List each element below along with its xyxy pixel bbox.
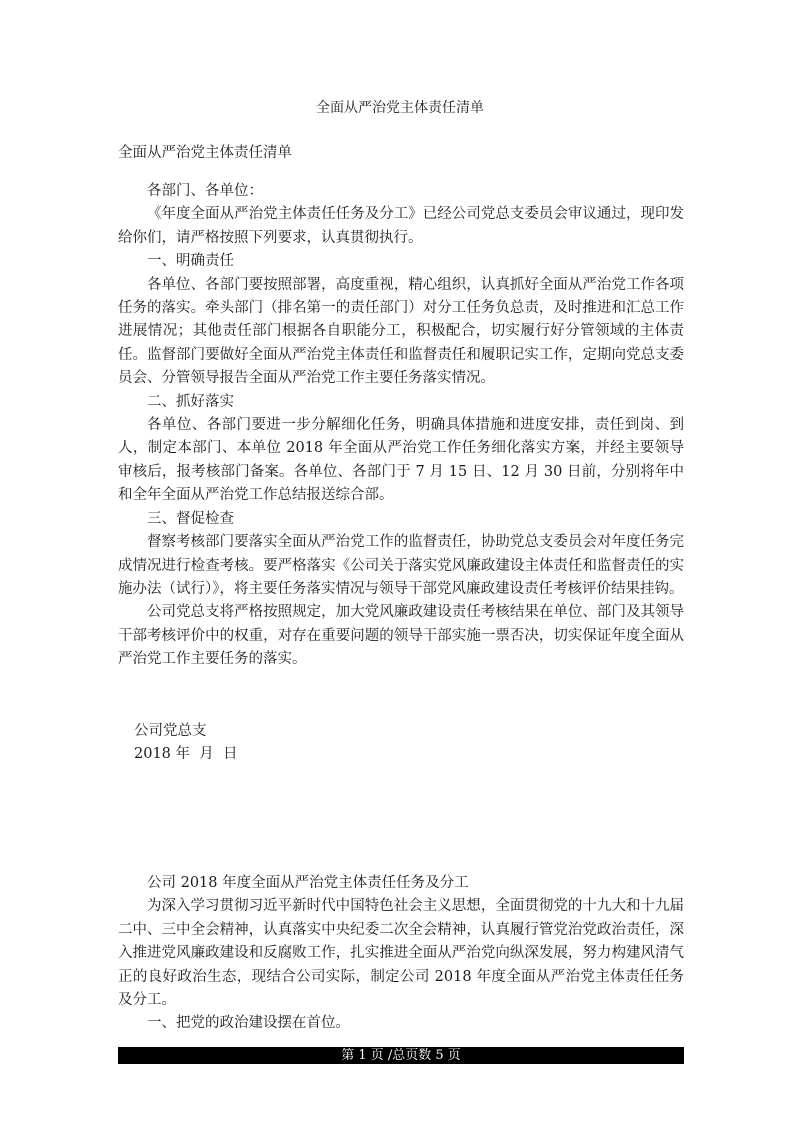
page-title: 全面从严治党主体责任清单 xyxy=(316,100,484,116)
section-heading-responsibility: 一、明确责任 xyxy=(147,253,234,270)
document-subtitle: 全面从严治党主体责任清单 xyxy=(118,145,292,161)
section-heading-inspection: 三、督促检查 xyxy=(147,510,234,527)
signature-date: 2018 年 月 日 xyxy=(134,746,238,763)
notice-intro-paragraph: 《年度全面从严治党主体责任任务及分工》已经公司党总支委员会审议通过，现印发给你们，请严格按照下列要求，认真贯彻执行。 xyxy=(118,206,684,246)
notice-body xyxy=(118,180,684,672)
annex-body xyxy=(118,872,684,1036)
signature-block xyxy=(134,720,237,767)
annex-intro-paragraph: 为深入学习贯彻习近平新时代中国特色社会主义思想，全面贯彻党的十九大和十九届二中、三中全会精神，认真落实中央纪委二次全会精神，认真履行管党治党政治责任，深入推进党风廉政建设和反腐败工作，扎实推进全面从严治党向纵深发展，努力构建风清气正的良好政治生态，现结合公司实际，制定公司 2018 年度全面从严治党主体责任任务及分工。 xyxy=(118,898,684,1009)
salutation: 各部门、各单位： xyxy=(147,183,263,199)
section-heading-implementation: 二、抓好落实 xyxy=(147,393,234,410)
responsibility-paragraph: 各单位、各部门要按照部署，高度重视，精心组织，认真抓好全面从严治党工作各项任务的落实。牵头部门（排名第一的责任部门）对分工任务负总责，及时推进和汇总工作进展情况；其他责任部门根据各自职能分工，积极配合，切实履行好分管领域的主体责任。监督部门要做好全面从严治党主体责任和监督责任和履职记实工作，定期向党总支委员会、分管领导报告全面从严治党工作主要任务落实情况。 xyxy=(118,276,684,387)
annex-item-1: 一、把党的政治建设摆在首位。 xyxy=(147,1015,350,1032)
page-footer: 第 1 页 /总页数 5 页 xyxy=(118,1047,684,1064)
inspection-paragraph: 督察考核部门要落实全面从严治党工作的监督责任，协助党总支委员会对年度任务完成情况进行检查考核。要严格落实《公司关于落实党风廉政建设主体责任和监督责任的实施办法（试行）》，将主要任务落实情况与领导干部党风廉政建设责任考核评价结果挂钩。 xyxy=(118,534,684,597)
implementation-paragraph: 各单位、各部门要进一步分解细化任务，明确具体措施和进度安排，责任到岗、到人，制定本部门、本单位 2018 年全面从严治党工作任务细化落实方案，并经主要领导审核后，报考核部门备案。各单位、各部门于 7 月 15 日、12 月 30 日前，分别将年中和全年全面从严治党工作总结报送综合部。 xyxy=(118,417,684,504)
annex-heading: 公司 2018 年度全面从严治党主体责任任务及分工 xyxy=(147,875,469,891)
signature-org: 公司党总支 xyxy=(134,723,207,739)
closing-paragraph: 公司党总支将严格按照规定，加大党风廉政建设责任考核结果在单位、部门及其领导干部考核评价中的权重，对存在重要问题的领导干部实施一票否决，切实保证年度全面从严治党工作主要任务的落实。 xyxy=(118,604,684,668)
